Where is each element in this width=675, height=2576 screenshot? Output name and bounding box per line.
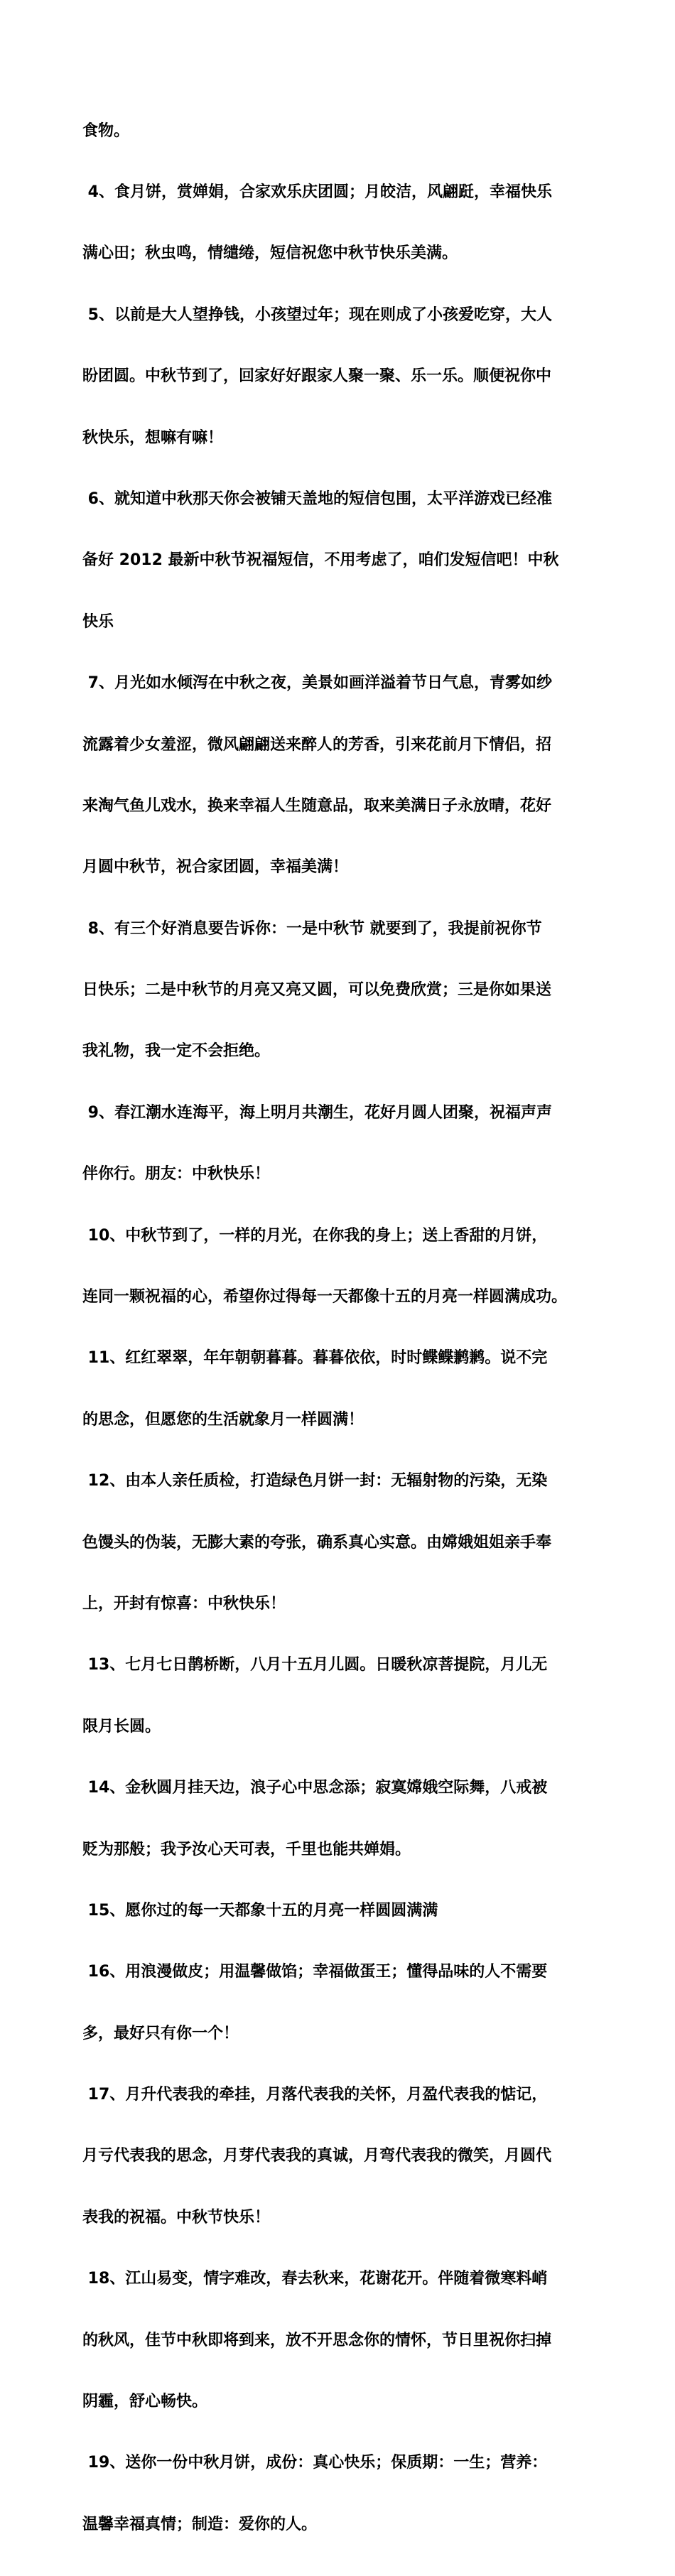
text-line: 19、送你一份中秋月饼，成份：真心快乐；保质期：一生；营养： [82,2454,548,2472]
text-line: 4、食月饼，赏婵娟，合家欢乐庆团圆；月皎洁，风翩跹，幸福快乐 [82,183,552,201]
text-line: 的秋风，佳节中秋即将到来，放不开思念你的情怀，节日里祝你扫掉 [82,2331,552,2349]
text-line: 9、春江潮水连海平，海上明月共潮生，花好月圆人团聚，祝福声声 [82,1103,552,1122]
text-line: 上，开封有惊喜：中秋快乐！ [82,1594,286,1613]
text-line: 食物。 [82,121,130,140]
text-line: 15、愿你过的每一天都象十五的月亮一样圆圆满满 [82,1901,438,1920]
text-line: 满心田；秋虫鸣，情缱绻，短信祝您中秋节快乐美满。 [82,244,458,263]
text-line: 12、由本人亲任质检，打造绿色月饼一封：无辐射物的污染，无染 [82,1472,548,1490]
text-line: 5、以前是大人望挣钱，小孩望过年；现在则成了小孩爱吃穿，大人 [82,305,552,324]
text-line: 10、中秋节到了，一样的月光，在你我的身上；送上香甜的月饼， [82,1226,548,1245]
text-line: 秋快乐，想嘛有嘛！ [82,428,224,447]
document-text [82,80,605,2576]
text-line: 贬为那般；我予汝心天可表，千里也能共婵娟。 [82,1840,411,1858]
text-line: 阴霾，舒心畅快。 [82,2393,208,2411]
text-line: 表我的祝福。中秋节快乐！ [82,2208,271,2226]
text-line: 色馒头的伪装，无膨大素的夸张，确系真心实意。由嫦娥姐姐亲手奉 [82,1533,552,1552]
text-line: 17、月升代表我的牵挂，月落代表我的关怀，月盈代表我的惦记， [82,2086,548,2104]
text-line: 流露着少女羞涩，微风翩翩送来醉人的芳香，引来花前月下情侣，招 [82,735,552,754]
text-line: 备好 2012 最新中秋节祝福短信，不用考虑了，咱们发短信吧！中秋 [82,551,559,570]
text-line: 多，最好只有你一个！ [82,2024,239,2042]
text-line: 7、月光如水倾泻在中秋之夜，美景如画洋溢着节日气息，青雾如纱 [82,674,552,693]
text-line: 盼团圆。中秋节到了，回家好好跟家人聚一聚、乐一乐。顺便祝你中 [82,367,552,386]
text-line: 月亏代表我的思念，月芽代表我的真诚，月弯代表我的微笑，月圆代 [82,2147,552,2165]
text-line: 连同一颗祝福的心，希望你过得每一天都像十五的月亮一样圆满成功。 [82,1288,568,1306]
text-line: 月圆中秋节，祝合家团圆，幸福美满！ [82,858,349,877]
text-line: 温馨幸福真情；制造：爱你的人。 [82,2515,318,2533]
text-line: 13、七月七日鹊桥断，八月十五月儿圆。日暖秋凉菩提院，月儿无 [82,1656,548,1674]
text-line: 6、就知道中秋那天你会被铺天盖地的短信包围，太平洋游戏已经准 [82,489,552,508]
text-line: 快乐 [82,612,114,631]
text-line: 我礼物，我一定不会拒绝。 [82,1042,271,1061]
text-line: 来淘气鱼儿戏水，换来幸福人生随意品，取来美满日子永放晴，花好 [82,796,552,815]
text-line: 伴你行。朋友：中秋快乐！ [82,1165,271,1184]
text-line: 14、金秋圆月挂天边，浪子心中思念添；寂寞嫦娥空际舞，八戒被 [82,1779,548,1797]
text-line: 8、有三个好消息要告诉你：一是中秋节 就要到了，我提前祝你节 [82,919,542,938]
text-line: 16、用浪漫做皮；用温馨做馅；幸福做蛋王；懂得品味的人不需要 [82,1963,548,1981]
text-line: 日快乐；二是中秋节的月亮又亮又圆，可以免费欣赏；三是你如果送 [82,981,552,1000]
text-line: 11、红红翠翠，年年朝朝暮暮。暮暮依依，时时鲽鲽鹣鹣。说不完 [82,1349,548,1368]
text-line: 的思念，但愿您的生活就象月一样圆满！ [82,1410,364,1429]
text-line: 18、江山易变，情字难改，春去秋来，花谢花开。伴随着微寒料峭 [82,2270,548,2288]
text-line: 限月长圆。 [82,1717,161,1736]
